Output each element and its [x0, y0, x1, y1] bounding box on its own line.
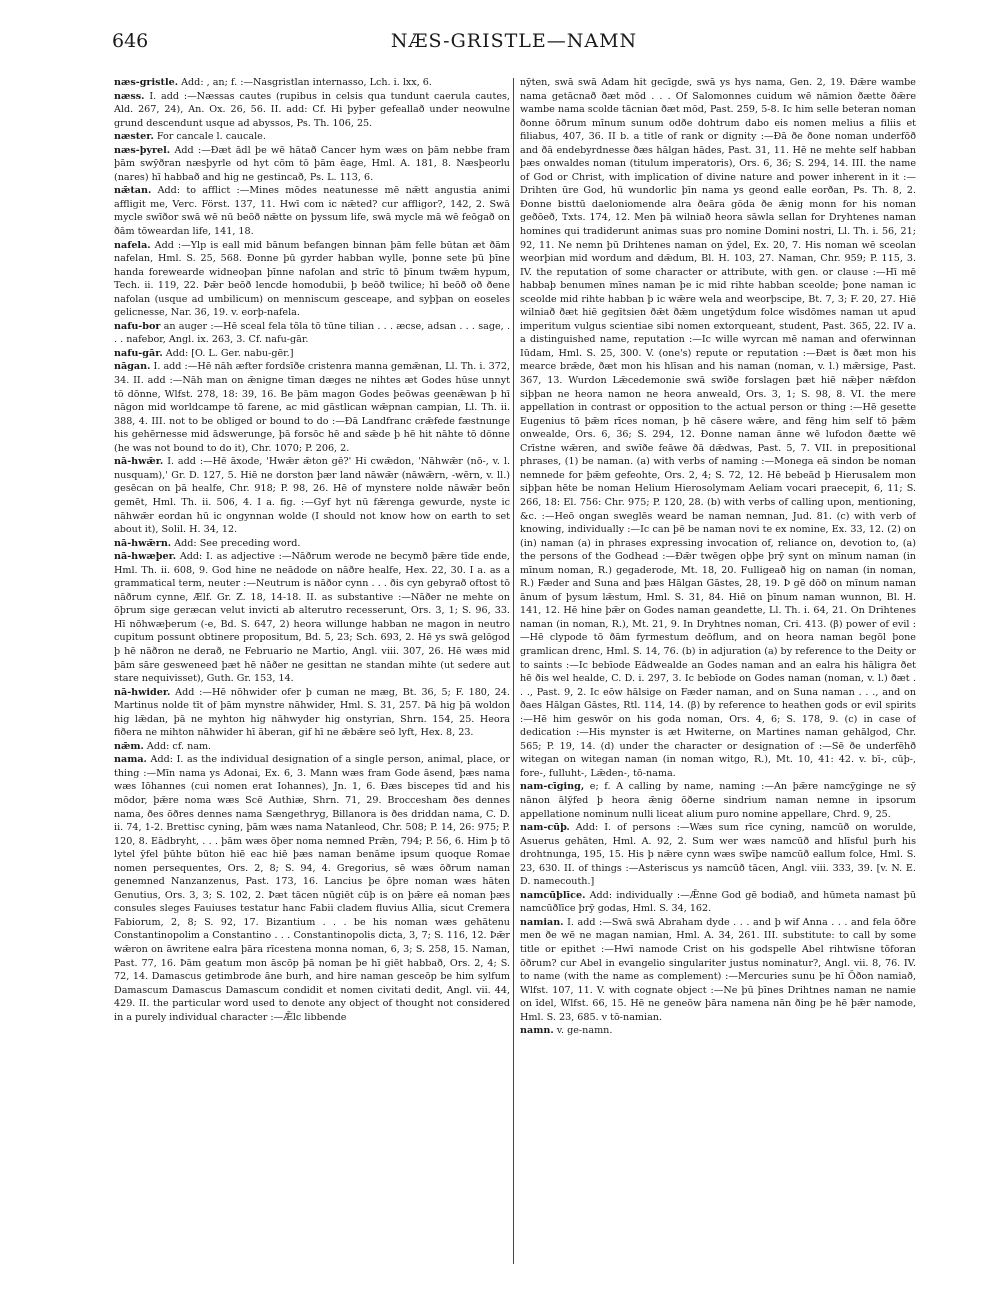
- dictionary-entry: [520, 821, 916, 889]
- headword: nam-cūþ.: [520, 822, 570, 834]
- running-head: NÆS-GRISTLE—NAMN: [390, 30, 638, 52]
- dictionary-entry: [114, 360, 510, 455]
- headword: nafu-bor: [114, 320, 161, 332]
- entry-text: v. ge-namn.: [556, 1025, 613, 1037]
- entry-text: e; f. A calling by name, naming :—An þǣre namcȳginge ne sȳ nānon ālȳfed þ heora ǣnig ōðerne sindrium naman nemne in ipsorum appellatione nominum nulli liceat alium puro nomine appellare, Chrd. 9, 25.: [520, 781, 916, 820]
- entry-text: Add: to afflict :—Mines mōdes neatunesse mē nǣtt angustia animi affligit me, Verc. Först. 137, 11. Hwī com ic nǣted? cur affligor?, 142, 2. Swā mycle swīðor swā wē nū beōð nǣtte on þyssum life, swā mycle mā wē feōgað on ðām tōweardan life, 141, 18.: [114, 185, 510, 238]
- dictionary-entry: [114, 90, 510, 131]
- entry-text: Add: individually :—Ǣnne God gē bodiað, and hūmeta namast þū namcūðlīce þrȳ godas, Hml. S. 34, 162.: [520, 889, 916, 915]
- entry-text: Add: [O. L. Ger. nabu-gēr.]: [165, 347, 294, 359]
- dictionary-entry: [114, 239, 510, 320]
- headword: nā-hwǣr.: [114, 456, 164, 468]
- dictionary-entry: [114, 347, 510, 361]
- right-column: [520, 76, 916, 1266]
- dictionary-entry: [114, 144, 510, 185]
- dictionary-entry: [520, 780, 916, 821]
- headword: næss.: [114, 90, 145, 102]
- entry-text: Add: I. as adjective :—Nāðrum werode ne becymð þǣre tīde ende, Hml. Th. ii. 608, 9. God hine ne neādode on nāðre healfe, Hex. 22, 30. I a. as a grammatical term, neuter :—Neutrum is nāðor cynn . . . ðis cyn gebyrað oftost tō nāðrum cynne, Ælf. Gr. Z. 18, 14-18. II. as substantive :—Nāðer ne mehte on ōþrum sige geræcan velut invicti ab alterutro recesserunt, Ors. 3, 1; S. 96, 33. Hī nōhwæþerum (-e, Bd. S. 647, 2) heora willunge habban ne magon in neutro cupitum possunt obtinere propositum, Bd. 5, 23; Sch. 693, 2. Hē ys swā gelōgod þ hē nāðron ne derað, ne Februario ne Martio, Angl. viii. 307, 26. Hē wæs mid þām sāre gesweneed þæt hē nāðer ne gesittan ne standan mihte (ut sedere aut stare nequivisset), Guth. Gr. 153, 14.: [114, 551, 510, 685]
- page-number: 646: [112, 30, 149, 52]
- dictionary-entry: [114, 550, 510, 685]
- headword: nǣtan.: [114, 185, 152, 197]
- dictionary-entry: [114, 753, 510, 1024]
- headword: nāgan.: [114, 361, 151, 373]
- headword: namcūþlīce.: [520, 889, 586, 901]
- dictionary-entry: [114, 455, 510, 536]
- entry-text: Add :—Ðæt ādl þe wē hātað Cancer hym wæs on þām nebbe fram þām swȳðran næsþyrle od hyt cōm tō þām ēage, Hml. A. 181, 8. Næsþeorlu (nares) hī habbað and hig ne gestincað, Ps. L. 113, 6.: [114, 144, 510, 183]
- dictionary-entry: [520, 889, 916, 916]
- dictionary-entry: [114, 130, 510, 144]
- entry-text: I. add :—Næssas cautes (rupibus in celsis qua tundunt caerula cautes, Ald. 267, 24), An. Ox. 26, 56. II. add: Cf. Hi þyþer gefeallað under neowulne grund descendunt usque ad abyssos, Ps. Th. 106, 25.: [114, 90, 510, 129]
- entry-text: I. add :—Hē nāh æfter fordsīðe cristenra manna gemǣnan, Ll. Th. i. 372, 34. II. add :—Nāh man on ǣnigne tīman dæges ne nihtes æt Godes hūse unnyt tō dōnne, Wlfst. 278, 18: 39, 16. Be þām magon Godes þeōwas geenǣwan þ hī nāgon mid worldcampe tō farene, ac mid gāstlican wǣpnan campian, Ll. Th. ii. 388, 4. III. not to be obliged or bound to do :—Ðā Landfranc crǣfede fæstnunge his gehērnesse mid ādswerunge, þā forsōc hē and sǣde þ hē hit nāhte tō dōnne (he was not bound to do it), Chr. 1070; P. 206, 2.: [114, 361, 510, 454]
- headword: nā-hwæþer.: [114, 551, 177, 563]
- dictionary-entry: [114, 184, 510, 238]
- entry-text: I. add :—Hē āxode, 'Hwǣr ǣton gē?' Hi cwǣdon, 'Nāhwǣr (nō-, v. l. nusquam),' Gr. D. 127, 5. Hiē ne dorston þær land nāwǣr (nāwǣrn, -wērn, v. ll.) gesēcan on þā healfe, Chr. 918; P. 98, 26. Hē of mynstere nolde nāwǣr beōn gemēt, Hml. Th. ii. 506, 4. I a. fig. :—Gyf hyt nū fǣrenga gewurde, nyste ic nāhwǣr eordan hū ic ongynnan wolde (I should not know how on earth to set about it), Solil. H. 34, 12.: [114, 456, 510, 536]
- headword: namian.: [520, 916, 564, 928]
- column-divider: [513, 78, 514, 1264]
- entry-text: Add :—Ylp is eall mid bānum befangen binnan þām felle būtan æt ðām nafelan, Hml. S. 25, 568. Ðonne þū gyrder habban wylle, þonne sete þū þīne handa forewearde widneoþan þīnne nafolan and strīc tō þīnum twǣm hypum, Tech. ii. 119, 22. Þǣr beōð lencde homodubii, þ beōð twilice; hī beōð oð ðene nafolan (usque ad umbilicum) on menniscum gesceape, and syþþan on eoseles gelicnesse, Nar. 36, 19. v. eorþ-nafela.: [114, 239, 510, 319]
- dictionary-entry: [114, 740, 510, 754]
- headword: næs-þyrel.: [114, 144, 171, 156]
- headword: nǣm.: [114, 740, 144, 752]
- page-header: [112, 30, 916, 60]
- headword: nama.: [114, 754, 147, 766]
- headword: namn.: [520, 1025, 554, 1037]
- headword: næster.: [114, 131, 154, 143]
- entry-text: an auger :—Hē sceal fela tōla tō tūne tilian . . . æcse, adsan . . . sage, . . . nafebor, Angl. ix. 263, 3. Cf. nafu-gār.: [114, 320, 510, 346]
- dictionary-entry: [520, 76, 916, 780]
- dictionary-entry: [520, 1024, 916, 1038]
- entry-text: I. add :—Swā swā Abraham dyde . . . and þ wif Anna . . . and fela ōðre men ðe wē ne magan namian, Hml. A. 34, 261. III. substitute: to call by some title or epithet :—Hwī namode Crist on his godspelle Abel rihtwīsne tōforan ōðrum? cur Abel in evangelio singulariter justus nominatur?, Angl. vii. 8, 76. IV. to name (with the name as complement) :—Mercuries sunu þe hī Ōðon namiað, Wlfst. 107, 11. V. with cognate object :—Ne þū þīnes Drihtnes naman ne namie on īdel, Wlfst. 66, 15. Hē ne geneōw þāra namena nān ðing þe hē þǣr namode, Hml. S. 23, 685. v tō-namian.: [520, 916, 916, 1023]
- entry-text: Add: See preceding word.: [174, 537, 301, 549]
- entry-text: Add :—Hē nōhwider ofer þ cuman ne mæg, Bt. 36, 5; F. 180, 24. Martinus nolde tīt of þām mynstre nāhwider, Hml. S. 31, 257. Þā hig þā woldon hig lǣdan, þā ne myhton hig nāhwyder hig onstyrian, Shrn. 154, 25. Heora fiðera ne mihton nāhwider hī āberan, gif hī ne ǣbǣre seō lyft, Hex. 8, 23.: [114, 686, 510, 739]
- dictionary-entry: [114, 686, 510, 740]
- entry-text: For cancale l. caucale.: [156, 131, 266, 143]
- headword: næs-gristle.: [114, 77, 179, 88]
- entry-text: Add: I. of persons :—Wæs sum rīce cyning, namcūð on worulde, Asuerus gehāten, Hml. A. 92, 2. Sum wer wæs namcūð and hlīsful þurh his drohtnunga, 195, 15. His þ nǣre cynn wæs swīþe namcūð eallum folce, Hml. S. 23, 630. II. of things :—Asteriscus ys namcūð tācen, Angl. viii. 333, 39. [v. N. E. D. namecouth.]: [520, 822, 916, 888]
- headword: nafela.: [114, 239, 151, 251]
- entry-text: nȳten, swā swā Adam hit gecīgde, swā ys hys nama, Gen. 2, 19. Ðǣre wambe nama getācnað ðæt mōd . . . Of Salomonnes cuidum wē nāmion ðætte ðǣre wambe nama scolde tācnian ðæt mōd, Past. 259, 5-8. Ic him selle beteran noman ðonne ōðrum mīnum sunum odðe dohtrum dabo eis nomen melius a filiis et filiabus, 407, 36. II b. a title of rank or dignity :—Ðā ðe ðone noman underfōð and ðā endebyrdnesse ðæs hālgan hādes, Past. 31, 11. Hē ne mehte self habban þæs onwaldes noman (titulum imperatoris), Ors. 6, 36; S. 294, 14. III. the name of God or Christ, with implication of divine nature and power inherent in it :—Drihten ūre God, hū wundorlic þīn nama ys geond ealle eorðan, Ps. Th. 8, 2. Ðonne bisttū daeloniomende alra ðeāra gōda ðe ǣnig monn for his noman geðōeð, Txts. 174, 12. Men þā wilniað heora sāwla sellan for Dryhtenes naman homines qui tradiderunt animas suas pro nomine Domini nostri, Ll. Th. i. 56, 21; 92, 11. Ne nemn þū Drihtenes naman on ȳdel, Ex. 20, 7. His noman wē sceolan weorþian mid wordum and dǣdum, Bl. H. 103, 27. Naman, Chr. 959; P. 115, 3. IV. the reputation of some character or attribute, with gen. or clause :—Hī mē habbaþ benumen mīnes naman þe ic mid rihte habban sceolde; þone naman ic sceolde mid rihte habban þ ic wǣre wela and weorþscipe, Bt. 7, 3; F. 20, 27. Hiē wilniað ðæt hiē gegītsien ðǣt ðǣm ungetȳdum folce wīsdōmes naman ut apud imperitum vulgus scientiae sibi nomen extorqueant, student, Past. 365, 22. IV a. a distinguished name, reputation :—Ic wille wyrcan mē naman and oferwinnan Iūdam, Hml. S. 25, 300. V. (one's) repute or reputation :—Ðæt is ðæt mon his mearce brǣde, ðæt mon his hlīsan and his naman (noman, v. l.) mǣrsige, Past. 367, 13. Wurdon Lǣcedemonie swā swīðe forslagen þæt hiē nǣþer nǣfdon siþþan ne heora namon ne heora anweald, Ors. 3, 1; S. 98, 8. VI. the mere appellation in contrast or opposition to the actual person or thing :—Hē gesette Eugenius tō þǣm rīces noman, þ hē cāsere wǣre, and fēng him self tō þǣm onwealde, Ors. 6, 36; S. 294, 12. Ðonne naman ānne wē lufodon ðætte wē Crīstne wǣren, and swīðe feāwe ðā dǣdwas, Past. 5, 7. VII. in prepositional phrases, (1) be naman. (a) with verbs of naming :—Monega eā sindon be noman nemnede for þǣm gefeohte, Ors. 2, 4; S. 72, 12. Hē bebeād þ Hierusalem mon siþþan hēte be noman Helium Hierosolymam Aeliam vocari praecepit, 6, 11; S. 266, 18: El. 756: Chr. 975; P. 120, 28. (b) with verbs of calling upon, mentioning, &c. :—Heō ongan sweglēs weard be naman nemnan, Jud. 81. (c) with verb of knowing, individually :—Ic can þē be naman novi te ex nomine, Ex. 33, 12. (2) on (in) naman (a) in phrases expressing invocation of, reliance on, devotion to, (a) the persons of the Godhead :—Ðǣr twēgen oþþe þrȳ synt on mīnum naman (in mīnum noman, R.) gegaderode, Mt. 18, 20. Fulligeað hig on naman (in noman, R.) Fæder and Suna and þæs Hālgan Gāstes, 28, 19. Þ gē dōð on mīnum naman ānum of þysum lǣstum, Hml. S. 31, 84. Hiē on þīnum naman wunnon, Bl. H. 141, 12. Hē hine þǣr on Godes naman geandette, Ll. Th. i. 64, 21. On Drihtenes naman (in noman, R.), Mt. 21, 9. In Dryhtnes noman, Cri. 413. (β) power of evil :—Hē clypode tō ðām fyrmestum deōflum, and on heora naman begōl þone gramlican drenc, Hml. S. 14, 76. (b) in adjuration (a) by reference to the Deity or to saints :—Ic bebīode Eādwealde an Godes naman and an ealra his hāligra ðet hē ðis wel healde, C. D. i. 297, 3. Ic bebīode on Godes naman (noman, v. l.) ðæt . . ., Past. 9, 2. Ic eōw hālsige on Fæder naman, and on Suna naman . . ., and on ðaes Hālgan Gāstes, Rtl. 114, 14. (β) by reference to heathen gods or evil spirits :—Hē him geswōr on his goda noman, Ors. 4, 6; S. 178, 9. (c) in case of dedication :—His mynster is æt Hwiterne, on Martines naman gehālgod, Chr. 565; P. 19, 14. (d) under the character or designation of :—Sē ðe underfēhð witegan on witegan naman (in noman witgo, R.), Mt. 10, 41: 42. v. bī-, cūþ-, fore-, fulluht-, Lǣden-, tō-nama.: [520, 77, 916, 779]
- dictionary-entry: [114, 537, 510, 551]
- left-column: [114, 76, 510, 1266]
- entry-text: Add: I. as the individual designation of a single person, animal, place, or thing :—Mīn nama ys Adonai, Ex. 6, 3. Mann wæs fram Gode āsend, þæs nama wæs Iōhannes (cui nomen erat Iohannes), Jn. 1, 6. Ðæs biscepes tīd and his mōdor, þǣre noma wæs Scē Authiæ, Shrn. 71, 29. Broccesham ðes dennes nama, ðes ōðres dennes nama Sængethryg, Billanora is ðes driddan nama, C. D. ii. 74, 1-2. Brettisc cyning, þām wæs nama Natanleod, Chr. 508; P. 14, 26: 975; P. 120, 8. Eādbryht, . . . þām wæs ōþer noma nemned Prǣn, 794; P. 56, 6. Him þ tō lytel ȳfel þūhte būton hiē eac hiē þæs naman benāme ipsum quoque Romae nomen persequentes, Ors. 2, 8; S. 94, 4. Gregorius, sē wæs ōðrum naman genemned Nanzanzenus, Past. 173, 16. Lancius þe ōþre noman wæs hāten Genutius, Ors. 3, 3; S. 102, 2. Þæt tācen nūgiēt cūþ is on þǣre eā noman þæs consules sleges Fauiuses testatur hanc Fabii cladem fluvius Allia, sicut Cremera Fabiorum, 2, 8; S. 92, 17. Bizantium . . . be his noman wæs gehātenu Constantinopolim a Constantino . . . Constantinopolis dicta, 3, 7; S. 116, 12. Þǣr wǣron on āwritene ealra þāra rīcestena monna noman, 6, 3; S. 258, 15. Naman, Past. 77, 16. Þām geatum mon āscōp þā noman þe hī giēt habbað, Ors. 2, 4; S. 72, 14. Damascus getimbrode āne burh, and hire naman gesceōp be him sylfum Damascum Damascus Damascum condidit et nomen civitati dedit, Angl. vii. 44, 429. II. the particular word used to denote any object of thought not considered in a purely individual character :—Ǣlc libbende: [114, 754, 510, 1023]
- dictionary-entry: [114, 320, 510, 347]
- entry-text: Add: cf. nam.: [146, 740, 212, 752]
- dictionary-entry: [114, 76, 510, 90]
- headword: nam-cīging,: [520, 781, 585, 793]
- headword: nā-hwider.: [114, 686, 171, 698]
- dictionary-entry: [520, 916, 916, 1024]
- entry-text: Add: , an; f. :—Nasgristlan internasso, Lch. i. lxx, 6.: [181, 77, 432, 88]
- headword: nafu-gār.: [114, 347, 163, 359]
- headword: nā-hwǣrn.: [114, 537, 172, 549]
